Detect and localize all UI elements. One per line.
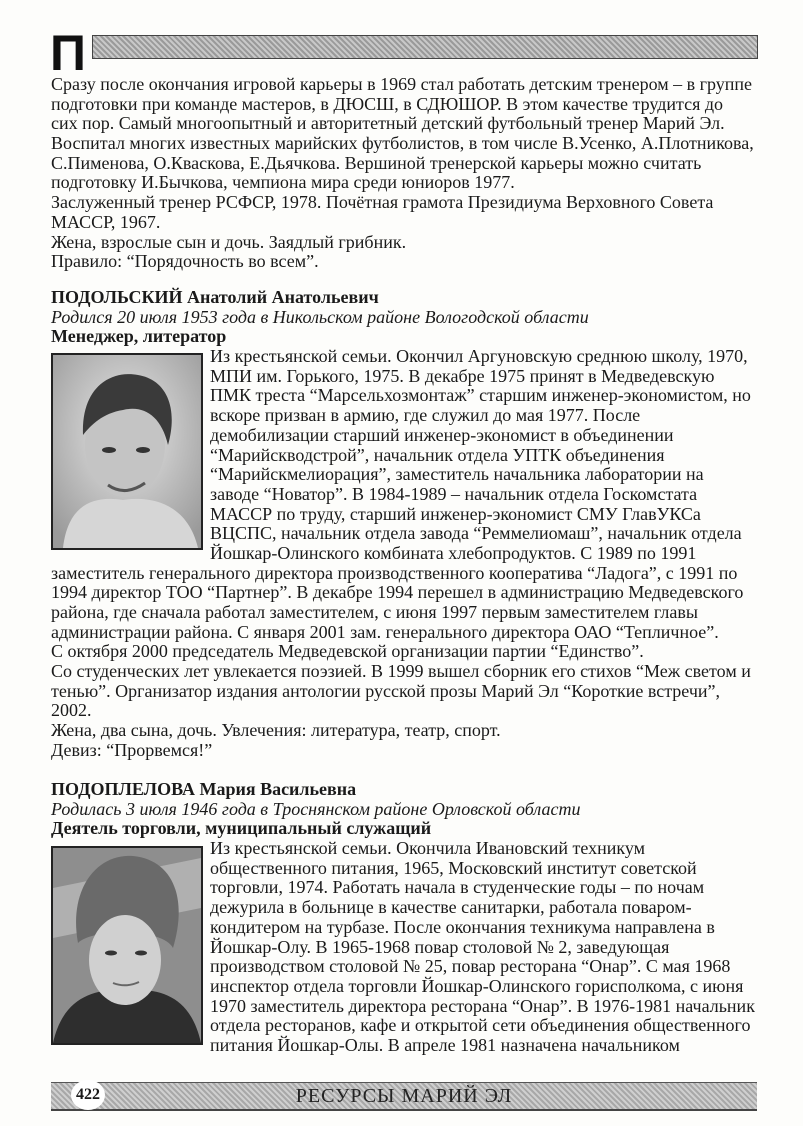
text-line: Йошкар-Олу. В 1965-1968 повар столовой № 2, заведующая	[210, 936, 670, 957]
text-line: Из крестьянской семьи. Окончила Ивановский техникум	[210, 838, 646, 859]
text-line: торговли, 1974. Работать начала в студенческие годы – по ночам	[210, 877, 705, 898]
text-line: администрации района. С января 2001 зам. генерального директора ОАО “Тепличное”.	[51, 621, 719, 642]
text-line: района, где сначала работал заместителем, с июня 1997 первым заместителем главы	[51, 602, 698, 622]
header-bar	[92, 35, 758, 59]
text-line: подготовки при команде мастеров, в ДЮСШ, в СДЮШОР. В этом качестве трудится до	[51, 93, 724, 114]
text-line: ВЦСПС, начальник отдела завода “Реммелиомаш”, начальник отдела	[210, 523, 742, 544]
text-line: “Марийскводстрой”, начальник отдела УПТК объединения	[210, 444, 665, 465]
text-line: сих пор. Самый многоопытный и авторитетный детский футбольный тренер Марий Эл.	[51, 113, 725, 134]
entry-bio-full	[51, 564, 761, 761]
text-line: “Марийскмелиорация”, заместитель начальника лаборатории на	[210, 464, 704, 485]
text-line: 1994 директор ТОО “Партнер”. В декабре 1994 перешел в администрацию Медведевского	[51, 582, 744, 603]
text-line: производством столовой № 25, повар ресторана “Онар”. С мая 1968	[210, 956, 731, 977]
footer-title: РЕСУРСЫ МАРИЙ ЭЛ	[295, 1085, 513, 1107]
text-line: МПИ им. Горького, 1975. В декабре 1975 принят в Медведевскую	[210, 365, 715, 386]
text-line: МАССР, 1967.	[51, 211, 161, 232]
section-letter: П	[50, 25, 86, 81]
text-line: отдела ресторанов, кафе и открытой сети объединения общественного	[210, 1015, 751, 1036]
portrait-photo-podolsky	[51, 353, 203, 550]
text-line: питания Йошкар-Олы. В апреле 1981 назначена начальником	[210, 1034, 680, 1055]
text-line: заводе “Новатор”. В 1984-1989 – начальник отдела Госкомстата	[210, 483, 698, 504]
text-line: общественного питания, 1965, Московский институт советской	[210, 857, 697, 878]
text-line: С.Пименова, О.Кваскова, Е.Дьячкова. Вершиной тренерской карьеры можно считать	[51, 152, 702, 173]
entry-name: ПОДОПЛЕЛОВА Мария Васильевна	[51, 779, 357, 799]
text-line: вскоре призван в армию, где служил до мая 1977. После	[210, 405, 641, 426]
text-line: ПМК треста “Марсельхозмонтаж” старшим инженер-экономистом, но	[210, 385, 751, 406]
text-line: Девиз: “Прорвемся!”	[51, 739, 213, 760]
text-line: дежурила в больнице в качестве санитарки, работала поваром-	[210, 897, 692, 918]
text-line: Воспитал многих известных марийских футболистов, в том числе В.Усенко, А.Плотникова,	[51, 133, 754, 154]
text-line: Йошкар-Олинского комбината хлебопродуктов. С 1989 по 1991	[210, 542, 697, 563]
entry-name: ПОДОЛЬСКИЙ Анатолий Анатольевич	[51, 287, 379, 307]
text-line: 2002.	[51, 700, 92, 721]
portrait-photo-podoplelova	[51, 846, 203, 1045]
entry-role: Менеджер, литератор	[51, 326, 227, 347]
page-footer	[51, 1082, 757, 1111]
text-line: тенью”. Организатор издания антологии русской прозы Марий Эл “Короткие встречи”,	[51, 680, 720, 701]
text-line: МАССР по труду, старший инженер-экономист СМУ ГлавУКСа	[210, 503, 701, 524]
text-line: инспектор отдела торговли Йошкар-Олинского горисполкома, с июня	[210, 975, 744, 996]
text-line: Жена, два сына, дочь. Увлечения: литература, театр, спорт.	[51, 720, 501, 741]
text-line: Жена, взрослые сын и дочь. Заядлый грибник.	[51, 231, 407, 252]
text-line: подготовку И.Бычкова, чемпиона мира среди юниоров 1977.	[51, 172, 515, 193]
entry-birth: Родился 20 июля 1953 года в Никольском районе Вологодской области	[51, 306, 589, 327]
page-number: 422	[71, 1080, 105, 1110]
text-line: заместитель генерального директора производственного кооператива “Ладога”, с 1991 по	[51, 562, 738, 583]
entry-birth: Родилась 3 июля 1946 года в Троснянском районе Орловской области	[51, 798, 581, 819]
text-line: кондитером на турбазе. После окончания техникума направлена в	[210, 916, 715, 937]
text-line: демобилизации старший инженер-экономист в объединении	[210, 424, 674, 445]
entry-role: Деятель торговли, муниципальный служащий	[51, 818, 432, 839]
text-line: Со студенческих лет увлекается поэзией. В 1999 вышел сборник его стихов “Меж светом и	[51, 661, 751, 682]
text-line: Заслуженный тренер РСФСР, 1978. Почётная грамота Президиума Верховного Совета	[51, 192, 714, 213]
text-line: Правило: “Порядочность во всем”.	[51, 251, 319, 272]
text-line: С октября 2000 председатель Медведевской организации партии “Единство”.	[51, 641, 644, 662]
text-line: 1970 заместитель директора ресторана “Онар”. В 1976-1981 начальник	[210, 995, 755, 1016]
text-line: Сразу после окончания игровой карьеры в 1969 стал работать детским тренером – в группе	[51, 74, 753, 94]
text-line: Из крестьянской семьи. Окончил Аргуновскую среднюю школу, 1970,	[210, 346, 748, 367]
section1-text	[51, 75, 761, 272]
